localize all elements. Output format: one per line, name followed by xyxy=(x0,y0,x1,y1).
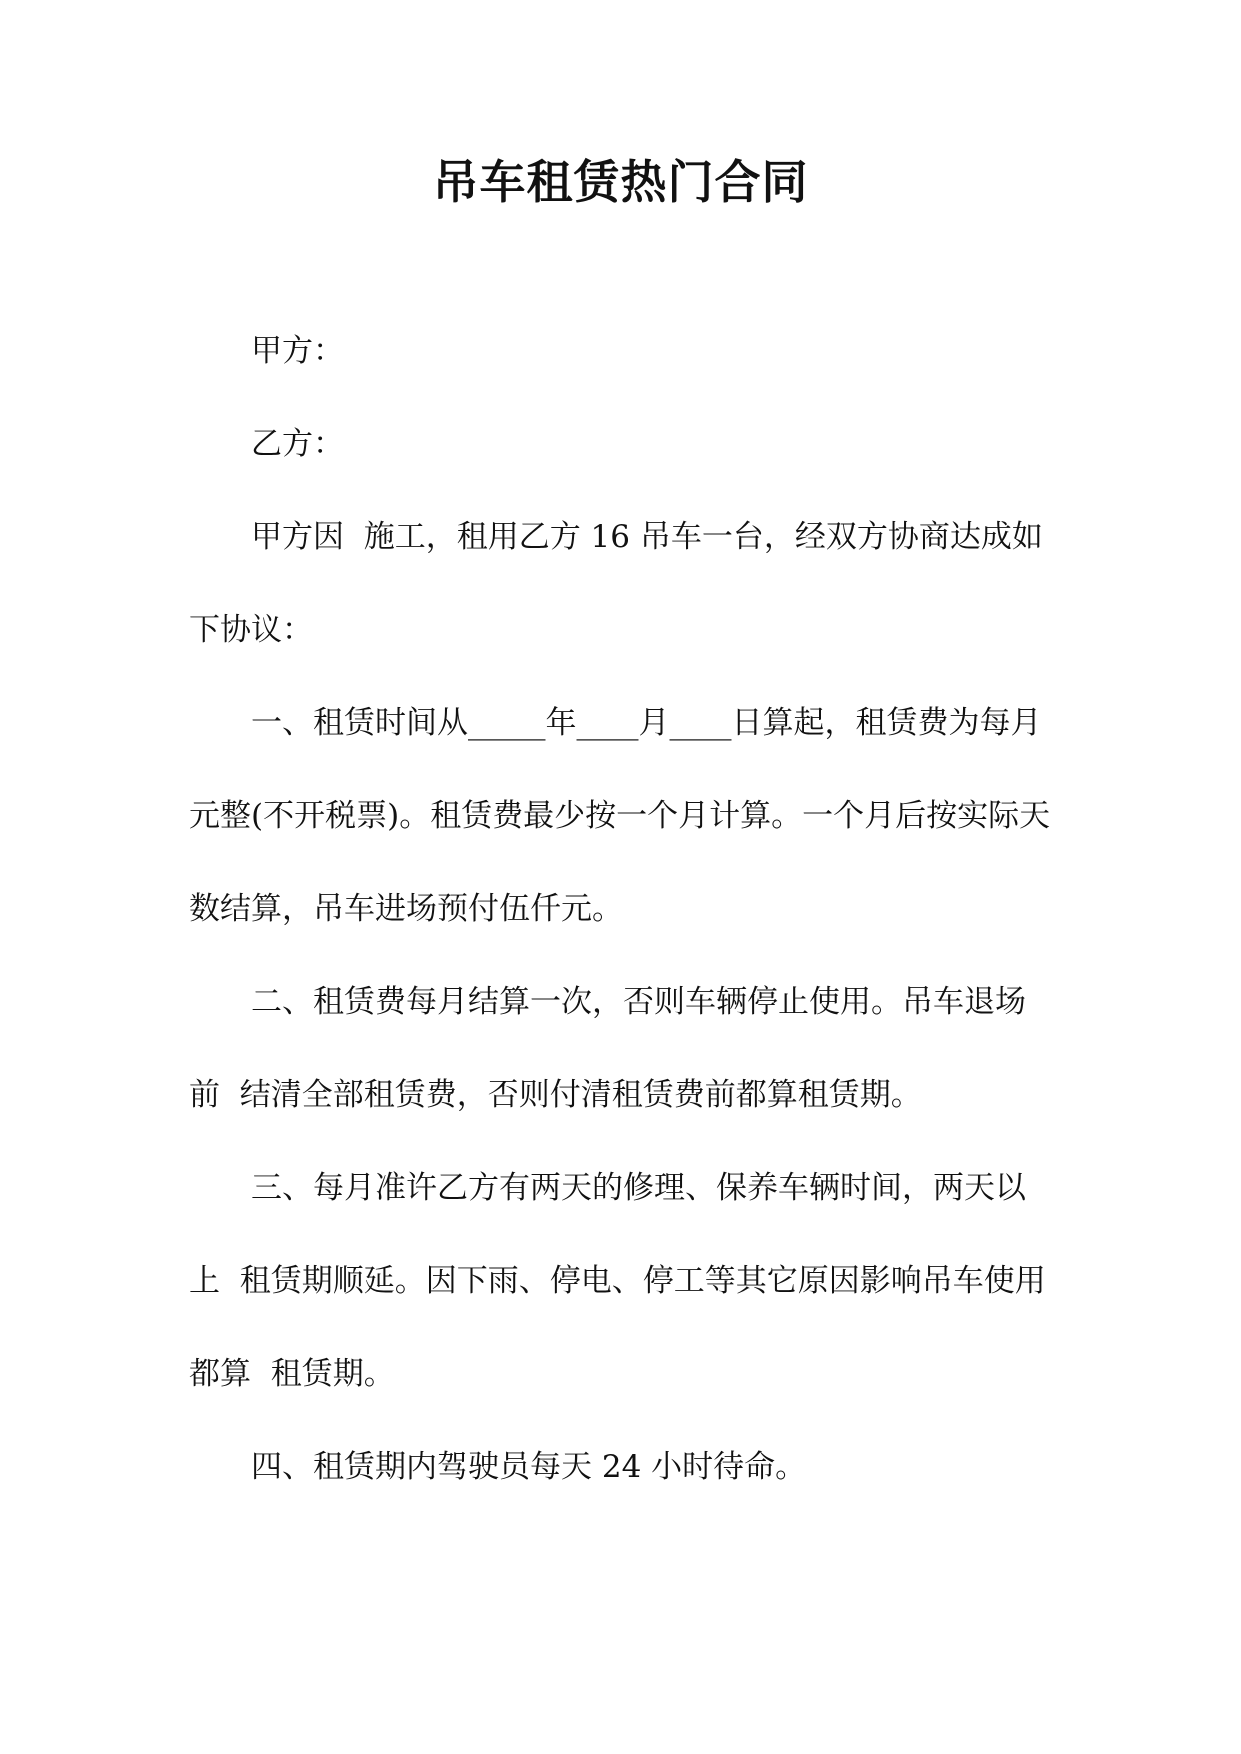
clause-2: 二、租赁费每月结算一次，否则车辆停止使用。吊车退场前 结清全部租赁费，否则付清租赁费前都算租赁期。 xyxy=(189,984,1026,1113)
clause-3: 三、每月准许乙方有两天的修理、保养车辆时间，两天以上 租赁期顺延。因下雨、停电、停工等其它原因影响吊车使用都算 租赁期。 xyxy=(189,1170,1046,1392)
document-body xyxy=(189,305,1062,1514)
preamble-paragraph: 甲方因 施工，租用乙方 16 吊车一台，经双方协商达成如下协议： xyxy=(189,519,1043,648)
clause-1: 一、租赁时间从_____年____月____日算起，租赁费为每月 元整(不开税票)。租赁费最少按一个月计算。一个月后按实际天数结算，吊车进场预付伍仟元。 xyxy=(189,705,1062,927)
party-a-line: 甲方： xyxy=(251,333,344,369)
clause-4: 四、租赁期内驾驶员每天 24 小时待命。 xyxy=(251,1449,807,1485)
document-title: 吊车租赁热门合同 xyxy=(432,155,809,209)
party-b-line: 乙方： xyxy=(251,426,344,462)
